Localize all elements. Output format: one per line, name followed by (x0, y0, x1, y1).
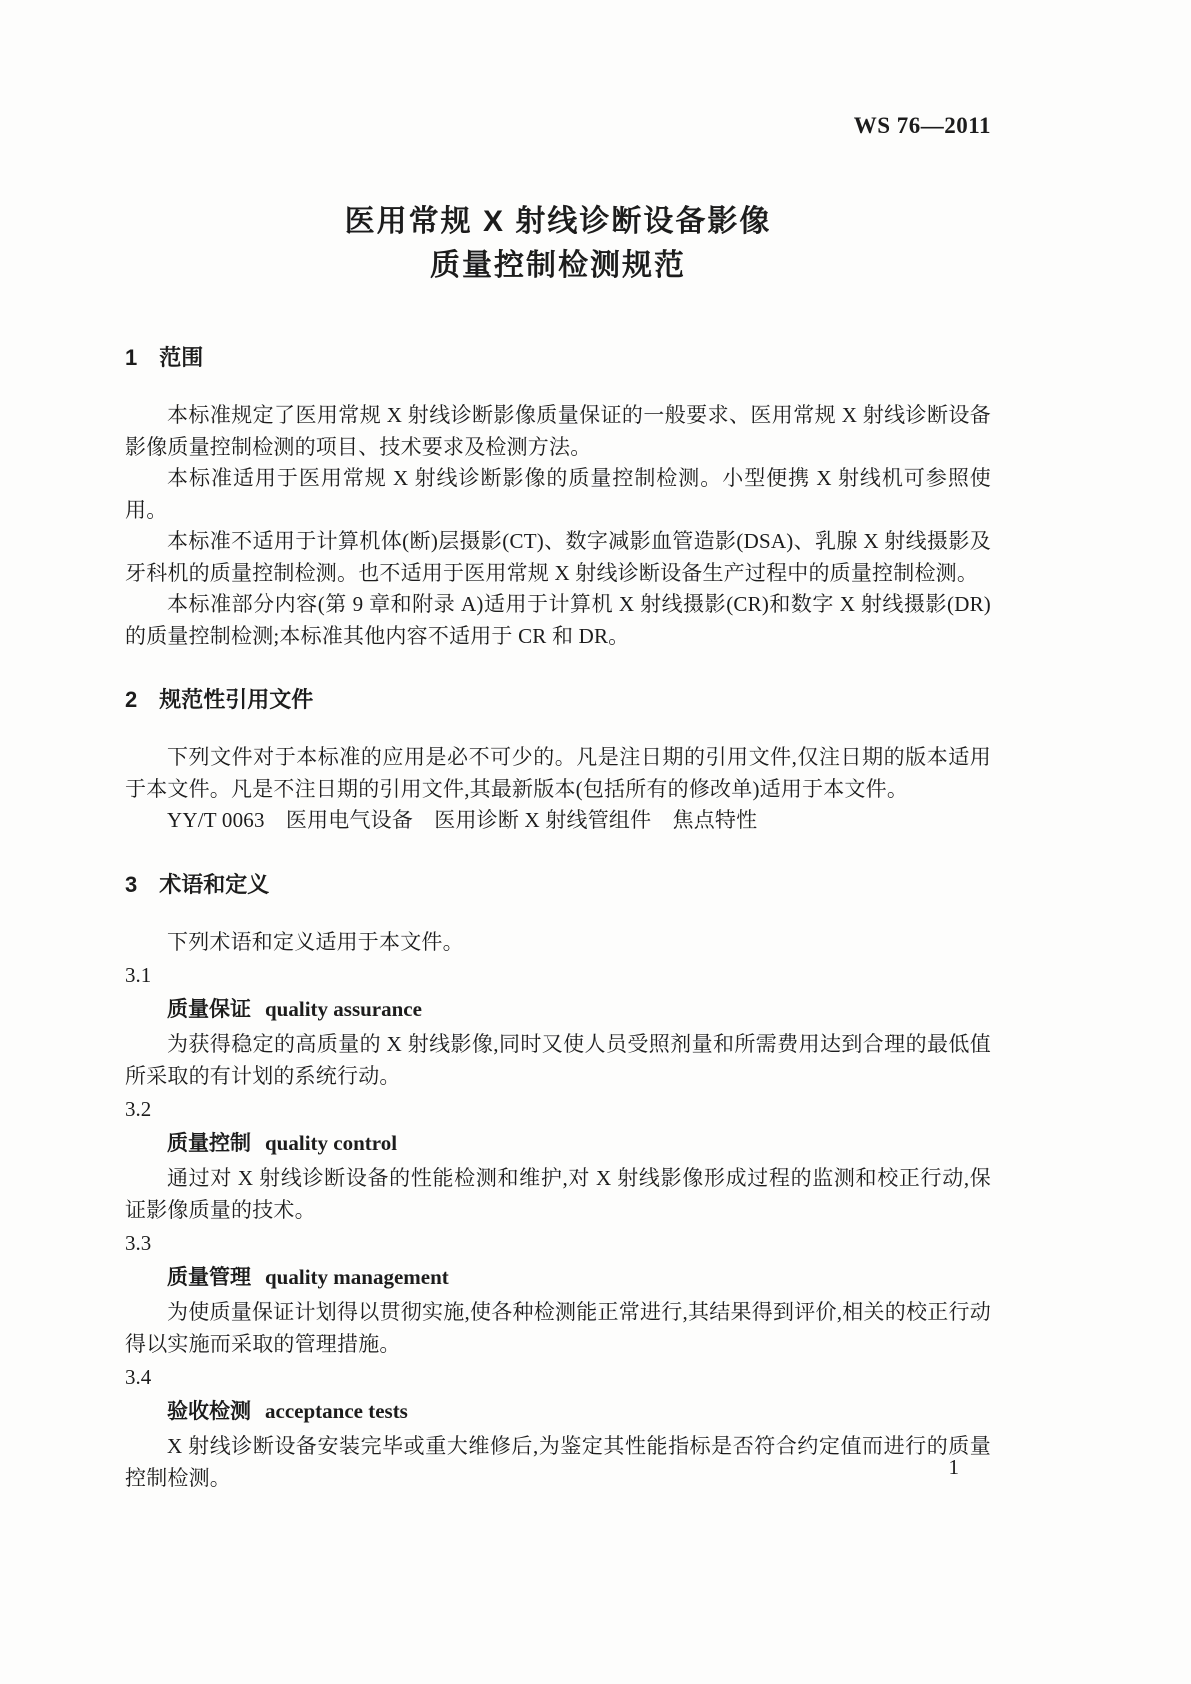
term-name-zh: 验收检测 (167, 1399, 251, 1423)
term-name-en: quality control (265, 1130, 398, 1155)
section-title: 术语和定义 (159, 871, 270, 897)
page-number: 1 (948, 1455, 959, 1479)
term-name-zh: 质量保证 (167, 997, 251, 1021)
term-name-zh: 质量控制 (167, 1131, 251, 1155)
paragraph: 本标准适用于医用常规 X 射线诊断影像的质量控制检测。小型便携 X 射线机可参照使用。 (125, 466, 991, 522)
paragraph: 下列文件对于本标准的应用是必不可少的。凡是注日期的引用文件,仅注日期的版本适用于本文件。凡是不注日期的引用文件,其最新版本(包括所有的修改单)适用于本文件。 (125, 745, 991, 801)
term-number: 3.1 (125, 963, 152, 987)
title-line-2: 质量控制检测规范 (430, 249, 686, 282)
term-name (167, 994, 991, 1026)
section-heading-terms (125, 869, 991, 901)
doc-number: WS 76—2011 (853, 113, 991, 138)
paragraph: 本标准不适用于计算机体(断)层摄影(CT)、数字减影血管造影(DSA)、乳腺 X 射线摄影及牙科机的质量控制检测。也不适用于医用常规 X 射线诊断设备生产过程中的质量控制检测。 (125, 529, 991, 585)
section-title: 规范性引用文件 (159, 687, 314, 712)
document-title (125, 200, 991, 288)
section-number: 3 (125, 871, 138, 897)
paragraph: 本标准规定了医用常规 X 射线诊断影像质量保证的一般要求、医用常规 X 射线诊断设备影像质量控制检测的项目、技术要求及检测方法。 (125, 403, 991, 459)
section-number: 1 (125, 345, 138, 370)
term-name-en: quality management (265, 1264, 449, 1289)
term-item (125, 960, 991, 1092)
term-definition: 为获得稳定的高质量的 X 射线影像,同时又使人员受照剂量和所需费用达到合理的最低值所采取的有计划的系统行动。 (125, 1032, 991, 1088)
section-scope (125, 342, 991, 652)
terms-intro: 下列术语和定义适用于本文件。 (167, 929, 464, 954)
reference-entry: YY/T 0063 医用电气设备 医用诊断 X 射线管组件 焦点特性 (167, 808, 758, 832)
section-heading-references (125, 684, 991, 716)
section-title: 范围 (159, 345, 204, 370)
term-number: 3.4 (125, 1365, 152, 1389)
section-number: 2 (125, 687, 138, 712)
term-name-en: acceptance tests (265, 1398, 408, 1423)
term-name-en: quality assurance (265, 996, 422, 1021)
term-name (167, 1396, 991, 1428)
term-name (167, 1128, 991, 1160)
term-definition: 通过对 X 射线诊断设备的性能检测和维护,对 X 射线影像形成过程的监测和校正行动,保证影像质量的技术。 (125, 1166, 991, 1222)
term-number: 3.2 (125, 1097, 152, 1121)
paragraph: 本标准部分内容(第 9 章和附录 A)适用于计算机 X 射线摄影(CR)和数字 X 射线摄影(DR)的质量控制检测;本标准其他内容不适用于 CR 和 DR。 (125, 592, 991, 648)
term-name-zh: 质量管理 (167, 1265, 251, 1289)
section-heading-scope (125, 342, 991, 374)
section-references (125, 684, 991, 837)
section-terms (125, 869, 991, 1495)
term-definition: 为使质量保证计划得以贯彻实施,使各种检测能正常进行,其结果得到评价,相关的校正行动得以实施而采取的管理措施。 (125, 1300, 991, 1356)
title-line-1: 医用常规 X 射线诊断设备影像 (344, 205, 772, 238)
term-item (125, 1228, 991, 1360)
term-name (167, 1262, 991, 1294)
term-number: 3.3 (125, 1231, 152, 1255)
term-definition: X 射线诊断设备安装完毕或重大维修后,为鉴定其性能指标是否符合约定值而进行的质量控制检测。 (125, 1434, 991, 1490)
term-item (125, 1094, 991, 1226)
term-item (125, 1362, 991, 1494)
